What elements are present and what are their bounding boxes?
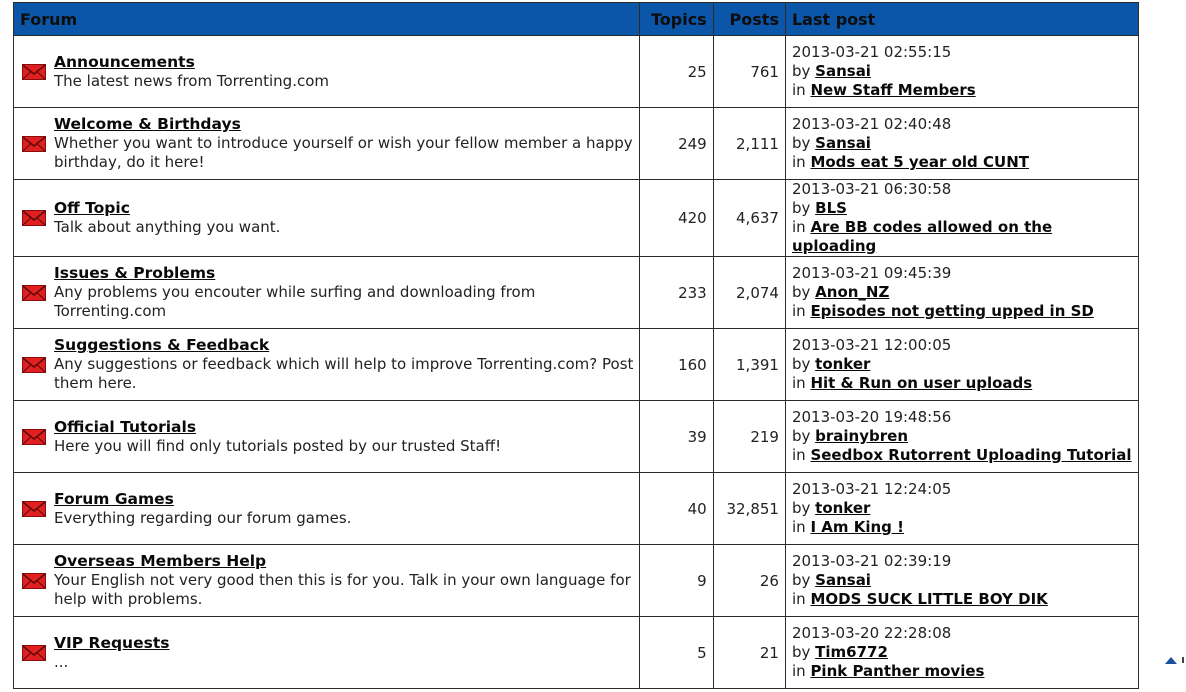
forum-description: Here you will find only tutorials posted by our trusted Staff! bbox=[54, 436, 502, 455]
last-post-user-link[interactable]: Sansai bbox=[815, 571, 871, 589]
last-post-cell bbox=[785, 180, 1138, 257]
envelope-icon bbox=[22, 64, 46, 80]
forum-list bbox=[13, 2, 1139, 689]
topics-count: 249 bbox=[640, 108, 713, 180]
posts-count: 219 bbox=[713, 401, 785, 473]
posts-count: 32,851 bbox=[713, 473, 785, 545]
last-post-topic-link[interactable]: Seedbox Rutorrent Uploading Tutorial bbox=[810, 446, 1132, 464]
by-label: by bbox=[791, 283, 811, 301]
in-label: in bbox=[791, 218, 806, 236]
forum-rows bbox=[14, 36, 1139, 689]
in-label: in bbox=[791, 662, 806, 680]
last-post-date: 2013-03-21 12:24:05 bbox=[791, 480, 952, 498]
last-post-user-link[interactable]: tonker bbox=[815, 499, 871, 517]
last-post-cell bbox=[785, 329, 1138, 401]
last-post-user-link[interactable]: Tim6772 bbox=[815, 643, 888, 661]
last-post-cell bbox=[785, 36, 1138, 108]
forum-name-link[interactable]: Overseas Members Help bbox=[54, 552, 267, 570]
envelope-icon bbox=[22, 501, 46, 517]
forum-cell bbox=[14, 329, 640, 401]
topics-count: 40 bbox=[640, 473, 713, 545]
forum-cell bbox=[14, 401, 640, 473]
table-row bbox=[14, 257, 1139, 329]
posts-count: 2,111 bbox=[713, 108, 785, 180]
forum-description: ... bbox=[54, 652, 69, 671]
last-post-date: 2013-03-20 22:28:08 bbox=[791, 624, 952, 642]
forum-cell bbox=[14, 257, 640, 329]
last-post-topic-link[interactable]: Mods eat 5 year old CUNT bbox=[810, 153, 1029, 171]
header-topics: Topics bbox=[640, 3, 713, 36]
last-post-date: 2013-03-21 12:00:05 bbox=[791, 336, 952, 354]
envelope-icon bbox=[22, 285, 46, 301]
last-post-date: 2013-03-21 06:30:58 bbox=[791, 180, 952, 198]
forum-cell bbox=[14, 36, 640, 108]
posts-count: 26 bbox=[713, 545, 785, 617]
posts-count: 1,391 bbox=[713, 329, 785, 401]
topics-count: 9 bbox=[640, 545, 713, 617]
header-last-post: Last post bbox=[785, 3, 1138, 36]
table-row bbox=[14, 108, 1139, 180]
last-post-user-link[interactable]: brainybren bbox=[815, 427, 908, 445]
table-row bbox=[14, 180, 1139, 257]
last-post-topic-link[interactable]: New Staff Members bbox=[810, 81, 976, 99]
forum-description: Everything regarding our forum games. bbox=[54, 508, 352, 527]
last-post-cell bbox=[785, 401, 1138, 473]
table-row bbox=[14, 36, 1139, 108]
forum-cell bbox=[14, 473, 640, 545]
last-post-user-link[interactable]: BLS bbox=[815, 199, 847, 217]
last-post-user-link[interactable]: Anon_NZ bbox=[815, 283, 890, 301]
arrow-up-icon[interactable] bbox=[1162, 655, 1186, 665]
last-post-cell bbox=[785, 108, 1138, 180]
table-row bbox=[14, 401, 1139, 473]
forum-cell bbox=[14, 617, 640, 689]
forum-description: Whether you want to introduce yourself or wish your fellow member a happy birthday, do it here! bbox=[54, 134, 633, 171]
last-post-cell bbox=[785, 617, 1138, 689]
last-post-date: 2013-03-21 02:39:19 bbox=[791, 552, 952, 570]
topics-count: 25 bbox=[640, 36, 713, 108]
header-forum: Forum bbox=[14, 3, 640, 36]
forum-description: Any problems you encouter while surfing and downloading from Torrenting.com bbox=[54, 283, 536, 320]
envelope-icon bbox=[22, 573, 46, 589]
by-label: by bbox=[791, 199, 811, 217]
by-label: by bbox=[791, 643, 811, 661]
in-label: in bbox=[791, 518, 806, 536]
table-row bbox=[14, 473, 1139, 545]
table-row bbox=[14, 617, 1139, 689]
table-header-row bbox=[14, 3, 1139, 36]
last-post-topic-link[interactable]: Hit & Run on user uploads bbox=[810, 374, 1033, 392]
last-post-topic-link[interactable]: MODS SUCK LITTLE BOY DIK bbox=[810, 590, 1048, 608]
by-label: by bbox=[791, 355, 811, 373]
forum-name-link[interactable]: Announcements bbox=[54, 52, 195, 71]
last-post-topic-link[interactable]: Episodes not getting upped in SD bbox=[810, 302, 1094, 320]
forum-description: Any suggestions or feedback which will help to improve Torrenting.com? Post them here. bbox=[54, 355, 634, 392]
last-post-date: 2013-03-21 02:55:15 bbox=[791, 43, 952, 61]
in-label: in bbox=[791, 302, 806, 320]
topics-count: 39 bbox=[640, 401, 713, 473]
last-post-user-link[interactable]: tonker bbox=[815, 355, 871, 373]
table-row bbox=[14, 329, 1139, 401]
envelope-icon bbox=[22, 645, 46, 661]
by-label: by bbox=[791, 62, 811, 80]
forum-name-link[interactable]: Issues & Problems bbox=[54, 264, 216, 282]
forum-cell bbox=[14, 108, 640, 180]
last-post-topic-link[interactable]: Pink Panther movies bbox=[810, 662, 985, 680]
last-post-cell bbox=[785, 545, 1138, 617]
last-post-date: 2013-03-21 09:45:39 bbox=[791, 264, 952, 282]
forum-cell bbox=[14, 545, 640, 617]
forum-table bbox=[13, 2, 1139, 689]
table-row bbox=[14, 545, 1139, 617]
by-label: by bbox=[791, 571, 811, 589]
forum-name-link[interactable]: VIP Requests bbox=[54, 633, 170, 652]
last-post-user-link[interactable]: Sansai bbox=[815, 134, 871, 152]
in-label: in bbox=[791, 81, 806, 99]
by-label: by bbox=[791, 134, 811, 152]
last-post-date: 2013-03-21 02:40:48 bbox=[791, 115, 952, 133]
in-label: in bbox=[791, 374, 806, 392]
in-label: in bbox=[791, 446, 806, 464]
forum-description: Talk about anything you want. bbox=[54, 218, 281, 236]
last-post-date: 2013-03-20 19:48:56 bbox=[791, 408, 952, 426]
forum-description: The latest news from Torrenting.com bbox=[54, 71, 330, 90]
topics-count: 233 bbox=[640, 257, 713, 329]
posts-count: 21 bbox=[713, 617, 785, 689]
last-post-cell bbox=[785, 473, 1138, 545]
last-post-topic-link[interactable]: I Am King ! bbox=[810, 518, 904, 536]
envelope-icon bbox=[22, 357, 46, 373]
header-posts: Posts bbox=[713, 3, 785, 36]
forum-name-link[interactable]: Official Tutorials bbox=[54, 417, 197, 436]
envelope-icon bbox=[22, 136, 46, 152]
by-label: by bbox=[791, 499, 811, 517]
posts-count: 2,074 bbox=[713, 257, 785, 329]
posts-count: 761 bbox=[713, 36, 785, 108]
in-label: in bbox=[791, 153, 806, 171]
forum-name-link[interactable]: Welcome & Birthdays bbox=[54, 115, 241, 133]
forum-name-link[interactable]: Forum Games bbox=[54, 489, 174, 508]
forum-cell bbox=[14, 180, 640, 257]
forum-description: Your English not very good then this is for you. Talk in your own language for help with problems. bbox=[54, 571, 631, 608]
in-label: in bbox=[791, 590, 806, 608]
last-post-user-link[interactable]: Sansai bbox=[815, 62, 871, 80]
posts-count: 4,637 bbox=[713, 180, 785, 257]
topics-count: 420 bbox=[640, 180, 713, 257]
last-post-cell bbox=[785, 257, 1138, 329]
by-label: by bbox=[791, 427, 811, 445]
last-post-topic-link[interactable]: Are BB codes allowed on the uploading bbox=[791, 218, 1053, 255]
envelope-icon bbox=[22, 429, 46, 445]
forum-name-link[interactable]: Suggestions & Feedback bbox=[54, 336, 270, 354]
topics-count: 5 bbox=[640, 617, 713, 689]
envelope-icon bbox=[22, 210, 46, 226]
topics-count: 160 bbox=[640, 329, 713, 401]
forum-name-link[interactable]: Off Topic bbox=[54, 199, 130, 217]
